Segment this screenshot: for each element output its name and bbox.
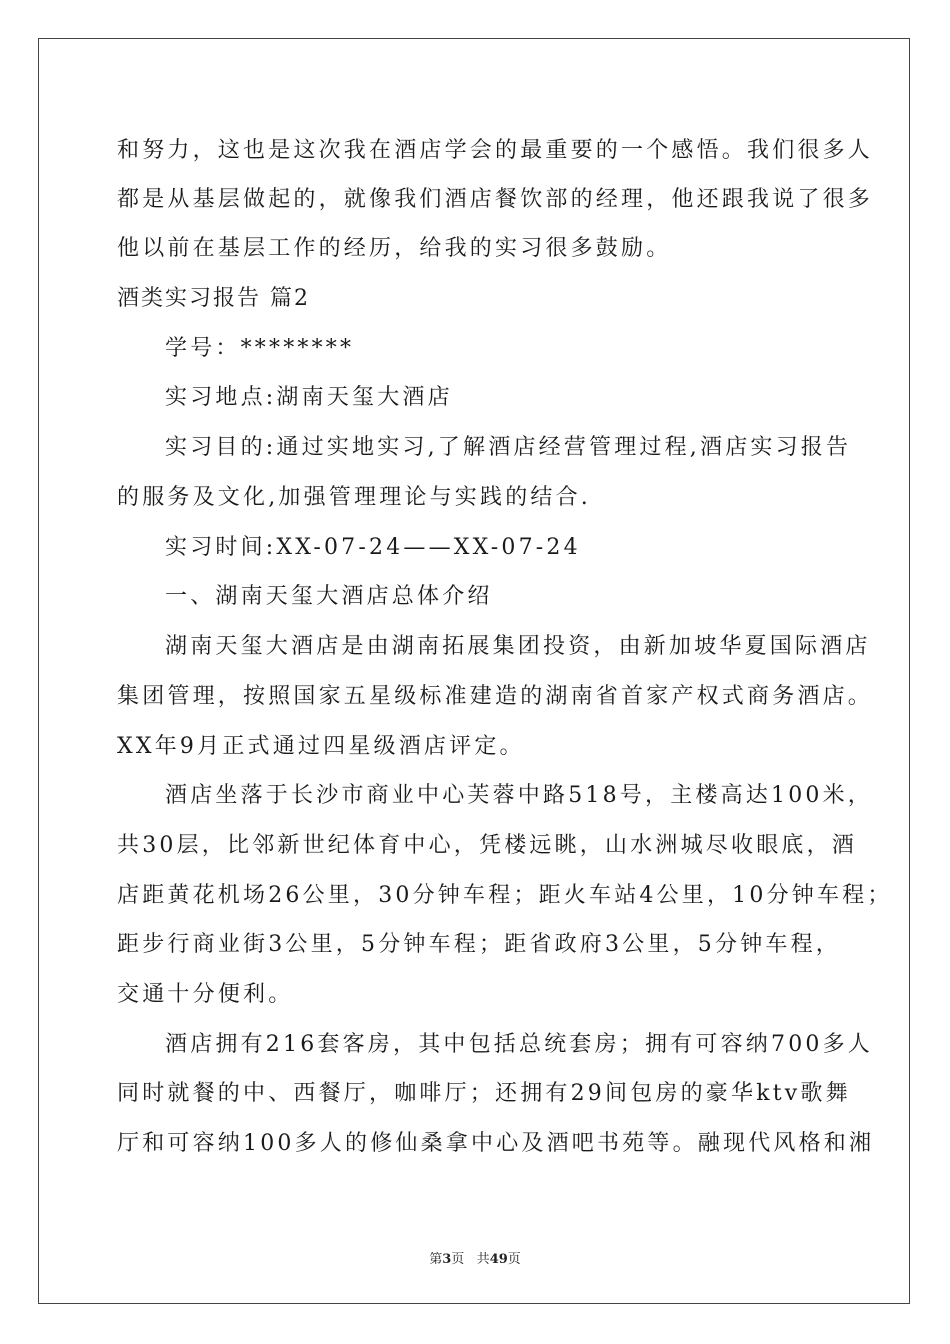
purpose-line: 实习目的:通过实地实习,了解酒店经营管理过程,酒店实习报告	[165, 435, 852, 460]
time-line: 实习时间:XX-07-24——XX-07-24	[165, 535, 581, 560]
footer-total-suffix: 页	[507, 1252, 521, 1267]
body-line: 酒店坐落于长沙市商业中心芙蓉中路518号，主楼高达100米，	[165, 783, 873, 808]
body-line: 共30层，比邻新世纪体育中心，凭楼远眺，山水洲城尽收眼底，酒	[117, 833, 857, 858]
footer-page-suffix: 页	[451, 1252, 465, 1267]
body-line: 交通十分便利。	[117, 982, 294, 1007]
footer-page-prefix: 第	[429, 1252, 443, 1267]
body-line: 集团管理，按照国家五星级标准建造的湖南省首家产权式商务酒店。	[117, 684, 874, 709]
footer-page-current: 3	[442, 1252, 452, 1267]
body-line: 店距黄花机场26公里，30分钟车程；距火车站4公里，10分钟车程；	[117, 883, 893, 908]
body-line: 他以前在基层工作的经历，给我的实习很多鼓励。	[117, 236, 672, 261]
subsection-heading: 一、湖南天玺大酒店总体介绍	[165, 584, 493, 609]
page-footer	[0, 1248, 950, 1267]
section-heading: 酒类实习报告 篇2	[117, 286, 310, 311]
body-line: 湖南天玺大酒店是由湖南拓展集团投资，由新加坡华夏国际酒店	[165, 634, 871, 659]
body-line: 和努力，这也是这次我在酒店学会的最重要的一个感悟。我们很多人	[117, 138, 874, 163]
body-line: 酒店拥有216套客房，其中包括总统套房；拥有可容纳700多人	[165, 1032, 873, 1057]
student-id-line: 学号：********	[165, 336, 355, 361]
body-line: 厅和可容纳100多人的修仙桑拿中心及酒吧书苑等。融现代风格和湘	[117, 1131, 875, 1156]
body-line: 都是从基层做起的，就像我们酒店餐饮部的经理，他还跟我说了很多	[117, 187, 874, 212]
location-line: 实习地点:湖南天玺大酒店	[165, 385, 453, 410]
body-line: XX年9月正式通过四星级酒店评定。	[117, 734, 525, 759]
page-border	[38, 38, 910, 1304]
footer-page-total: 49	[489, 1252, 508, 1267]
body-line: 距步行商业街3公里，5分钟车程；距省政府3公里，5分钟车程，	[117, 932, 841, 957]
body-line: 同时就餐的中、西餐厅，咖啡厅；还拥有29间包房的豪华ktv歌舞	[117, 1081, 851, 1106]
body-line: 的服务及文化,加强管理理论与实践的结合.	[117, 485, 591, 510]
footer-total-prefix: 共	[476, 1252, 490, 1267]
